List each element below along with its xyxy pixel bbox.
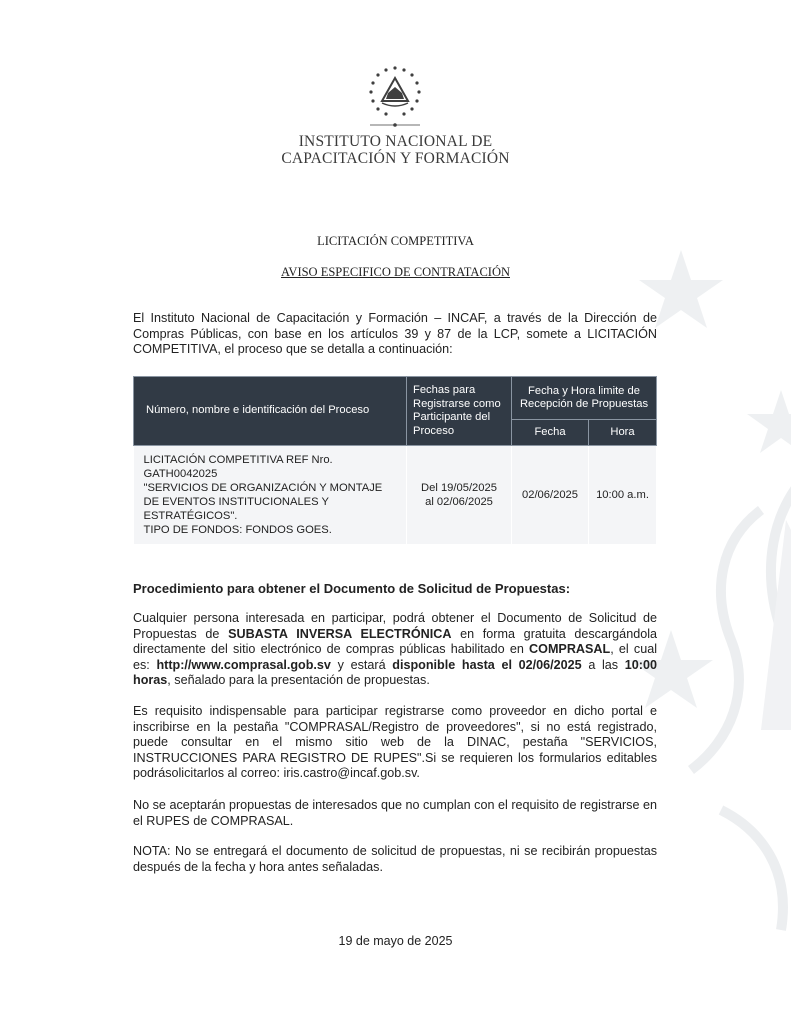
process-line: TIPO DE FONDOS: FONDOS GOES. xyxy=(143,524,332,536)
cell-deadline-date: 02/06/2025 xyxy=(512,446,589,545)
register-dates-to: al 02/06/2025 xyxy=(425,496,493,508)
document-title: LICITACIÓN COMPETITIVA xyxy=(317,234,474,248)
procedure-paragraph-2: Es requisito indispensable para participar registrarse como proveedor en dicho portal e inscribirse en la pestaña "COMPRASAL/Registro de proveedores", si no está registrado, puede consultar en el mismo sitio web de la DINAC, pestaña "SERVICIOS, INSTRUCCIONES PARA REGISTRO DE RUPES".Si se requieren los formularios editables podrásolicitarlos al correo: iris.castro@incaf.gob.sv. xyxy=(133,704,657,780)
coat-of-arms-seal xyxy=(364,63,426,129)
process-line: LICITACIÓN COMPETITIVA REF Nro. xyxy=(143,454,333,466)
bold-segment: disponible hasta el 02/06/2025 xyxy=(392,657,582,672)
footer-date: 19 de mayo de 2025 xyxy=(338,934,453,948)
cell-process xyxy=(134,446,407,545)
text-segment: , señalado para la presentación de propuestas. xyxy=(167,673,430,687)
institution-name-line1: INSTITUTO NACIONAL DE xyxy=(298,133,493,150)
table-row xyxy=(134,446,657,545)
bold-segment: 10:00 horas xyxy=(133,657,657,687)
process-line: GATH0042025 xyxy=(143,468,218,480)
procedure-paragraph-3: No se aceptarán propuestas de interesados que no cumplan con el requisito de registrarse en el RUPES de COMPRASAL. xyxy=(133,798,657,828)
text-segment: en forma gratuita descargándola directamente del sitio electrónico de compras públicas habilitado en xyxy=(133,626,658,656)
register-dates-from: Del 19/05/2025 xyxy=(421,482,497,494)
cell-deadline-time: 10:00 a.m. xyxy=(589,446,657,545)
process-line: "SERVICIOS DE ORGANIZACIÓN Y MONTAJE xyxy=(143,482,383,494)
bold-segment: SUBASTA INVERSA ELECTRÓNICA xyxy=(228,626,452,641)
comprasal-url[interactable]: http://www.comprasal.gob.sv xyxy=(156,657,331,672)
procedure-title: Procedimiento para obtener el Documento de Solicitud de Propuestas: xyxy=(133,581,571,596)
header-deadline: Fecha y Hora limite de Recepción de Propuestas xyxy=(512,377,657,420)
header-time: Hora xyxy=(589,420,657,446)
header-register-dates: Fechas para Registrarse como Participante del Proceso xyxy=(407,377,512,446)
cell-register-dates xyxy=(407,446,512,545)
header-date: Fecha xyxy=(512,420,589,446)
process-line: DE EVENTOS INSTITUCIONALES Y xyxy=(143,496,329,508)
process-table xyxy=(133,376,657,544)
document-subtitle: AVISO ESPECIFICO DE CONTRATACIÓN xyxy=(281,265,510,279)
text-segment: a las xyxy=(581,657,625,672)
process-line: ESTRATÉGICOS". xyxy=(143,510,238,522)
text-segment: , el cual es: xyxy=(133,642,658,672)
intro-paragraph: El Instituto Nacional de Capacitación y Formación – INCAF, a través de la Dirección de Compras Públicas, con base en los artículos 39 y 87 de la LCP, somete a LICITACIÓN COMPETITIVA, el proceso que se detalla a continuación: xyxy=(133,311,657,356)
nota-paragraph: NOTA: No se entregará el documento de solicitud de propuestas, ni se recibirán propuestas después de la fecha y hora antes señaladas. xyxy=(133,844,657,874)
text-segment: y estará xyxy=(330,657,393,672)
procedure-paragraph-1 xyxy=(133,611,657,689)
text-segment: Cualquier persona interesada en participar, podrá obtener el Documento de Solicitud de Propuestas de xyxy=(133,611,657,641)
bold-segment: COMPRASAL xyxy=(529,642,611,656)
institution-name-line2: CAPACITACIÓN Y FORMACIÓN xyxy=(281,150,510,167)
header-process: Número, nombre e identificación del Proceso xyxy=(134,377,407,446)
